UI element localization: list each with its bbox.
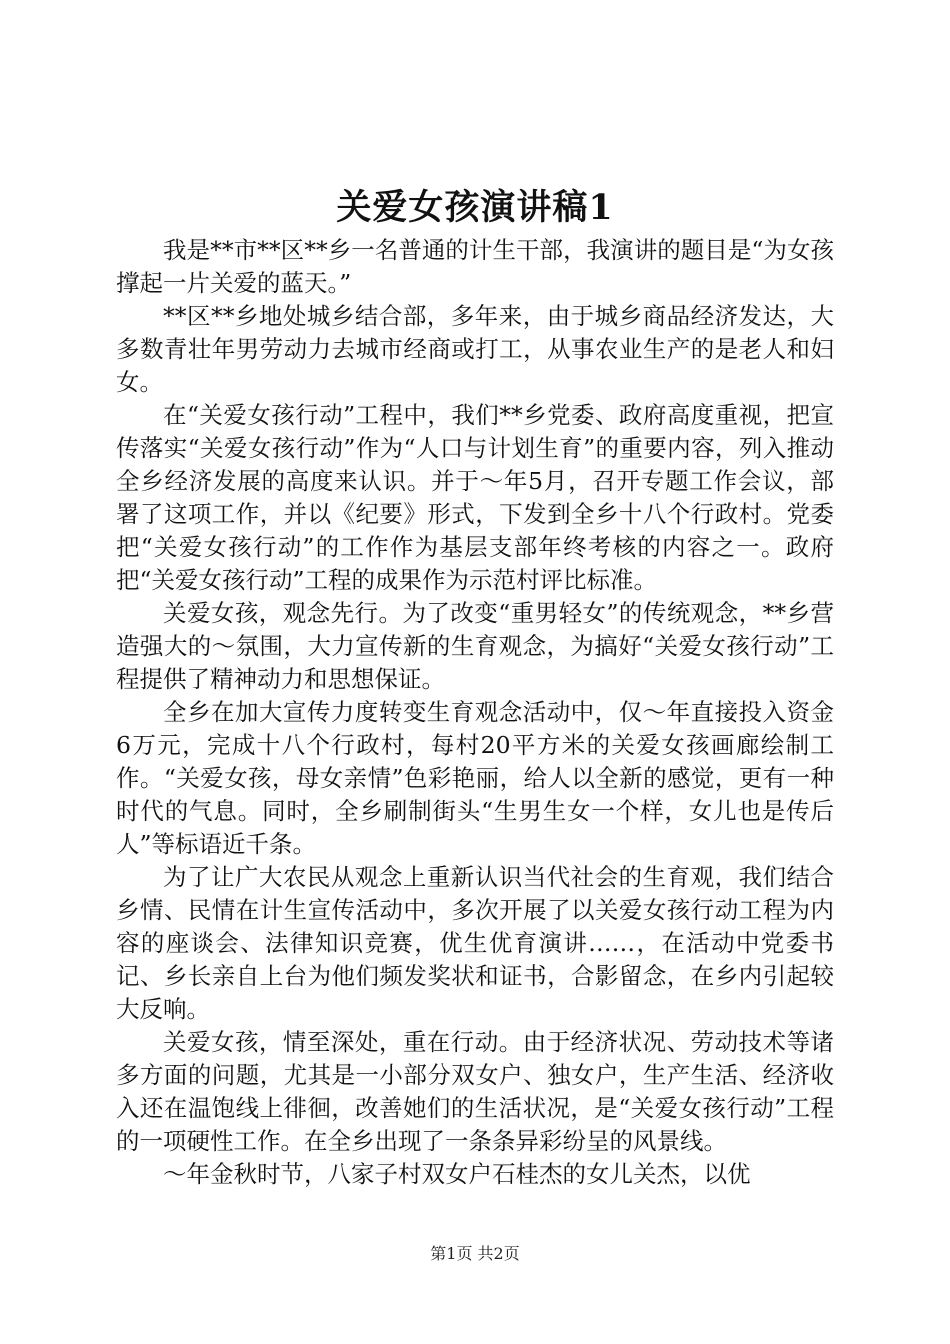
- page-footer: 第1页 共2页: [430, 1244, 520, 1263]
- paragraph: 全乡在加大宣传力度转变生育观念活动中，仅～年直接投入资金6万元，完成十八个行政村，每村20平方米的关爱女孩画廊绘制工作。“关爱女孩，母女亲情”色彩艳丽，给人以全新的感觉，更有一种时代的气息。同时，全乡刷制街头“生男生女一个样，女儿也是传后人”等标语近千条。: [116, 698, 834, 858]
- paragraph: 在“关爱女孩行动”工程中，我们**乡党委、政府高度重视，把宣传落实“关爱女孩行动”作为“人口与计划生育”的重要内容，列入推动全乡经济发展的高度来认识。并于～年5月，召开专题工作会议，部署了这项工作，并以《纪要》形式，下发到全乡十八个行政村。党委把“关爱女孩行动”的工作作为基层支部年终考核的内容之一。政府把“关爱女孩行动”工程的成果作为示范村评比标准。: [116, 401, 834, 594]
- paragraph: 关爱女孩，情至深处，重在行动。由于经济状况、劳动技术等诸多方面的问题，尤其是一小部分双女户、独女户，生产生活、经济收入还在温饱线上徘徊，改善她们的生活状况，是“关爱女孩行动”工程的一项硬性工作。在全乡出现了一条条异彩纷呈的风景线。: [116, 1028, 834, 1155]
- paragraph: 我是**市**区**乡一名普通的计生干部，我演讲的题目是“为女孩撑起一片关爱的蓝天。”: [116, 236, 834, 297]
- paragraph: 关爱女孩，观念先行。为了改变“重男轻女”的传统观念，**乡营造强大的～氛围，大力宣传新的生育观念，为搞好“关爱女孩行动”工程提供了精神动力和思想保证。: [116, 599, 834, 693]
- document-body: [116, 234, 834, 1191]
- paragraph: ～年金秋时节，八家子村双女户石桂杰的女儿关杰，以优: [163, 1160, 751, 1188]
- paragraph: **区**乡地处城乡结合部，多年来，由于城乡商品经济发达，大多数青壮年男劳动力去城市经商或打工，从事农业生产的是老人和妇女。: [116, 302, 834, 396]
- document-title: 关爱女孩演讲稿1: [336, 187, 614, 228]
- paragraph: 为了让广大农民从观念上重新认识当代社会的生育观，我们结合乡情、民情在计生宣传活动中，多次开展了以关爱女孩行动工程为内容的座谈会、法律知识竞赛，优生优育演讲……，在活动中党委书记、乡长亲自上台为他们频发奖状和证书，合影留念，在乡内引起较大反响。: [116, 863, 834, 1023]
